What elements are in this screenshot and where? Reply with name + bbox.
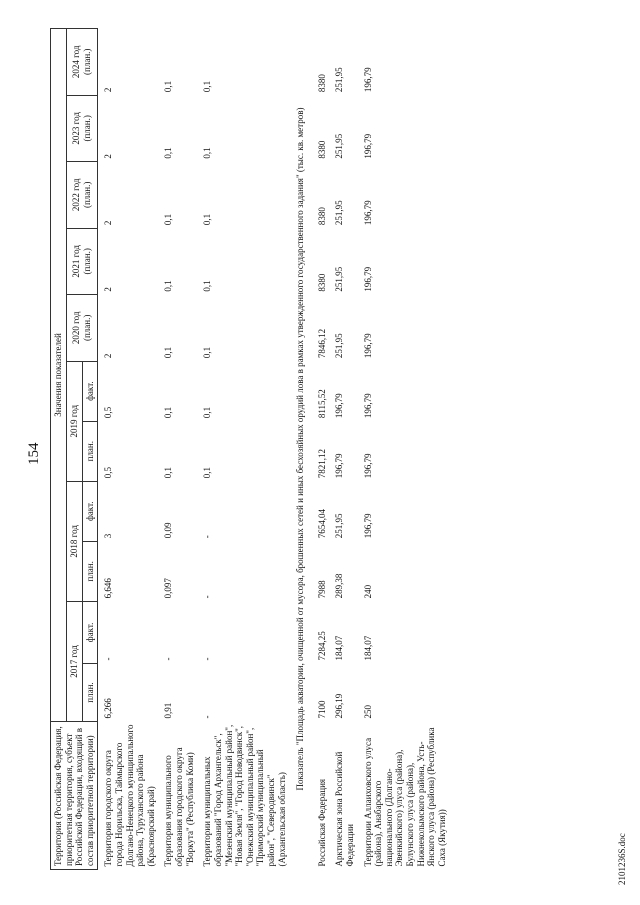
value-cell: 7654,04	[316, 509, 327, 539]
value-cell: 2	[103, 87, 114, 93]
value-cell: 0,1	[202, 346, 213, 359]
value-cell: 8380	[316, 140, 327, 159]
header-2017: 2017 год	[66, 601, 82, 721]
value-cell: 251,95	[334, 513, 345, 539]
value-cell: 196,79	[362, 67, 373, 93]
header-row-1	[51, 29, 67, 870]
value-cell: 0,1	[163, 346, 174, 359]
value-cell: 8380	[316, 273, 327, 292]
table-row	[358, 29, 450, 870]
territory-name: Территория городского округа города Норильска, Таймырского Долгано-Ненецкого муниципального района, Туруханского района (Красноярский край)	[103, 724, 156, 867]
value-cell: 0,5	[103, 406, 114, 419]
value-cell: 2	[103, 220, 114, 226]
value-cell: 8380	[316, 74, 327, 93]
value-cell: 296,19	[334, 693, 345, 719]
value-cell: 251,95	[334, 333, 345, 359]
value-cell: 0,1	[163, 213, 174, 226]
value-cell: 184,07	[362, 635, 373, 661]
value-cell: 0,91	[163, 702, 174, 719]
header-fact: факт.	[82, 481, 98, 541]
header-plan: план.	[82, 421, 98, 481]
value-cell: 2	[103, 287, 114, 292]
section-row	[289, 29, 312, 870]
table-row	[312, 29, 330, 870]
value-cell: 7821,12	[316, 448, 327, 479]
header-values-group: Значения показателей	[51, 29, 67, 722]
header-2018: 2018 год	[66, 481, 82, 601]
value-cell: -	[202, 595, 213, 599]
value-cell: 196,79	[362, 333, 373, 359]
header-fact: факт.	[82, 601, 98, 663]
table-row	[98, 29, 159, 870]
territory-name: Территории муниципальных образований "Город Архангельск", "Мезенский муниципальный район", "Новая Земля", "Город Новодвинск", "Онежский муниципальный район", "Приморский муниципальный район", "Северодвинск" (Архангельская область)	[202, 724, 287, 867]
value-cell: 196,79	[362, 393, 373, 419]
value-cell: 240	[362, 584, 373, 599]
value-cell: 0,1	[202, 406, 213, 419]
value-cell: -	[163, 657, 174, 661]
value-cell: 7846,12	[316, 328, 327, 359]
table-body-b	[312, 29, 450, 870]
value-cell: 0,1	[163, 406, 174, 419]
header-2021: 2021 год (план.)	[66, 228, 98, 295]
page-number: 154	[26, 442, 42, 465]
territory-name: Территории Аллаиховского улуса (района), Анабарского национального (Долгано-Эвенкийского) улуса (района), Булунского улуса (района), Нижнеколымского района, Усть-Янского улуса (района) (Республика Саха (Якутия))	[362, 727, 447, 867]
value-cell: -	[103, 657, 114, 661]
value-cell: 251,95	[334, 200, 345, 226]
value-cell: 250	[362, 704, 373, 719]
value-cell: 0,1	[163, 466, 174, 479]
value-cell: 8380	[316, 207, 327, 226]
header-2020: 2020 год (план.)	[66, 295, 98, 362]
value-cell: 0,1	[202, 147, 213, 159]
table-body-a	[98, 29, 289, 870]
value-cell: 2	[103, 154, 114, 159]
table-row	[197, 29, 289, 870]
value-cell: -	[202, 657, 213, 661]
value-cell: 0,5	[103, 466, 114, 479]
value-cell: 0,1	[163, 147, 174, 159]
value-cell: 0,1	[202, 213, 213, 226]
value-cell: 196,79	[362, 200, 373, 226]
value-cell: 6,646	[103, 578, 114, 599]
table-row	[158, 29, 197, 870]
footer-code: 2101236S.doc	[617, 833, 627, 885]
value-cell: 6,266	[103, 698, 114, 719]
indicator-table	[50, 28, 450, 870]
value-cell: 196,79	[334, 453, 345, 479]
header-2023: 2023 год (план.)	[66, 95, 98, 162]
value-cell: 289,38	[334, 573, 345, 599]
value-cell: 0,1	[202, 280, 213, 292]
territory-name: Российская Федерация	[316, 778, 327, 867]
value-cell: 7284,25	[316, 631, 327, 661]
value-cell: 196,79	[362, 133, 373, 159]
value-cell: 196,79	[334, 393, 345, 419]
header-plan: план.	[82, 664, 98, 722]
value-cell: 7988	[316, 580, 327, 599]
value-cell: 0,1	[202, 466, 213, 479]
value-cell: 0,1	[163, 280, 174, 292]
header-plan: план.	[82, 541, 98, 601]
value-cell: 196,79	[362, 513, 373, 539]
value-cell: 8115,52	[316, 389, 327, 419]
territory-name: Арктическая зона Российской Федерации	[334, 751, 356, 867]
value-cell: 3	[103, 533, 114, 539]
value-cell: 251,95	[334, 133, 345, 159]
value-cell: 0,1	[163, 80, 174, 93]
value-cell: 184,07	[334, 635, 345, 661]
value-cell: 196,79	[362, 453, 373, 479]
value-cell: 2	[103, 353, 114, 359]
value-cell: 0,097	[163, 578, 174, 599]
header-2019: 2019 год	[66, 361, 82, 481]
section-title: Показатель "Площадь акватории, очищенной от мусора, брошенных сетей и иных бесхозяйных орудий лова в рамках утвержденного государственного задания" (тыс. кв. метров)	[295, 107, 306, 791]
value-cell: 0,09	[163, 522, 174, 539]
header-fact: факт.	[82, 361, 98, 421]
table-row	[329, 29, 357, 870]
value-cell: 7100	[316, 700, 327, 719]
header-territory: Территория (Российская Федерация, приоритетная территория, субъект Российской Федерации, входящий в состав приоритетной территории)	[51, 721, 98, 869]
header-2022: 2022 год (план.)	[66, 162, 98, 229]
value-cell: 196,79	[362, 266, 373, 292]
value-cell: 0,1	[202, 80, 213, 93]
value-cell: -	[202, 535, 213, 539]
value-cell: 251,95	[334, 266, 345, 292]
value-cell: 251,95	[334, 67, 345, 93]
header-2024: 2024 год (план.)	[66, 29, 98, 96]
value-cell: -	[202, 715, 213, 719]
territory-name: Территория муниципального образования городского округа "Воркута" (Республика Коми)	[163, 747, 195, 867]
